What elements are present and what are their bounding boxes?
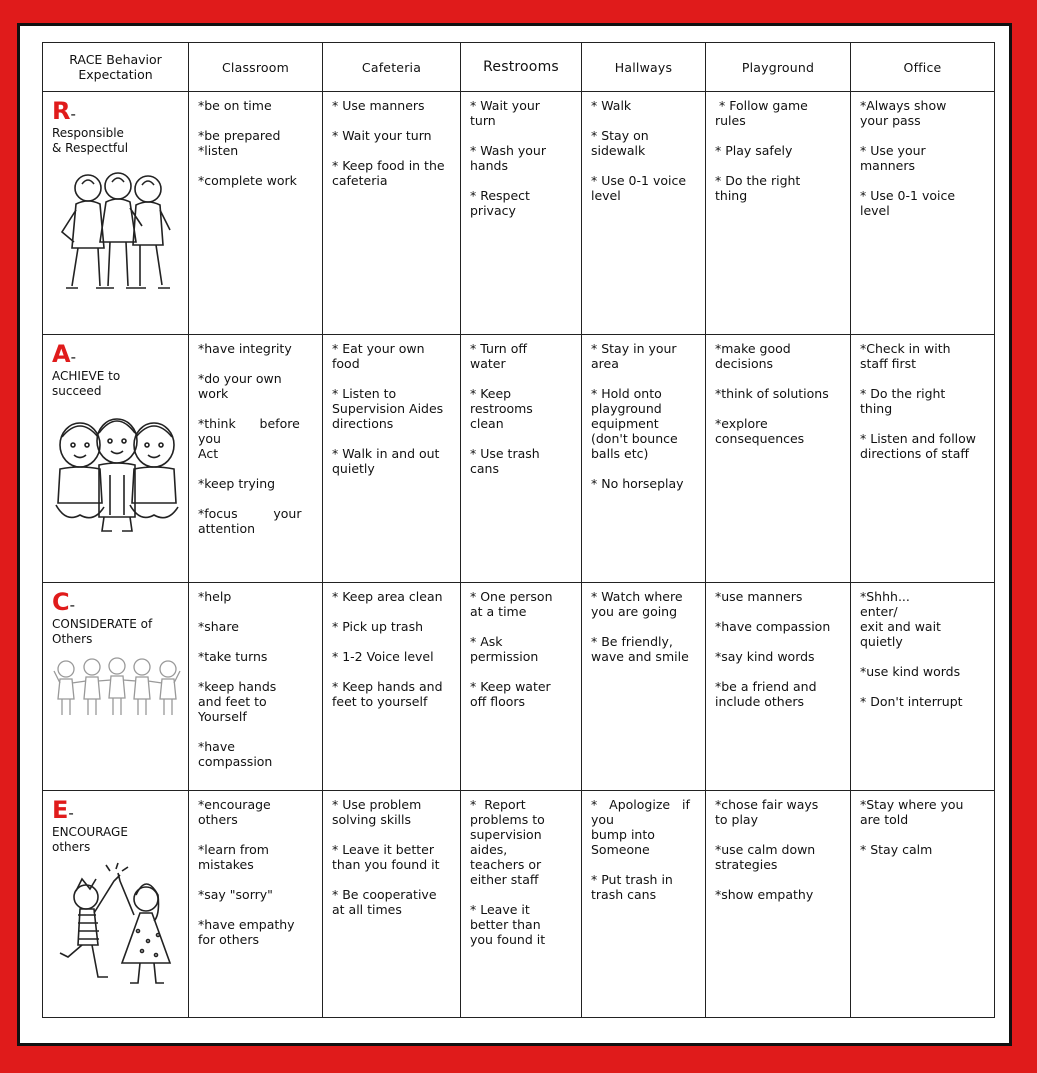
letter-r: R (52, 97, 71, 125)
expectation-item: * Leave it better than you found it (332, 842, 440, 872)
row-label-e: E- ENCOURAGE others (43, 791, 189, 1018)
expectation-item: * Keep hands and feet to yourself (332, 679, 443, 709)
expectation-item: *be prepared *listen (198, 128, 281, 158)
label-description: Responsible & Respectful (52, 126, 129, 155)
expectation-item: *focus your attention (198, 506, 302, 536)
col-office: Office (851, 43, 995, 92)
expectation-item: * No horseplay (591, 476, 684, 491)
expectation-item: * Play safely (715, 143, 793, 158)
expectation-item: * Stay on sidewalk (591, 128, 649, 158)
cell-r-playground (706, 92, 851, 335)
cell-c-cafeteria (323, 583, 461, 791)
expectation-item: *say "sorry" (198, 887, 273, 902)
expectation-item: *say kind words (715, 649, 815, 664)
cell-r-classroom (189, 92, 323, 335)
expectation-item: *show empathy (715, 887, 814, 902)
cell-r-hallways (582, 92, 706, 335)
expectation-item: * Use problem solving skills (332, 797, 422, 827)
expectation-item: * Keep water off floors (470, 679, 551, 709)
expectation-item: * Use your manners (860, 143, 926, 173)
expectation-item: * Be friendly, wave and smile (591, 634, 689, 664)
expectation-item: * Turn off water (470, 341, 527, 371)
three-kids-standing-icon (52, 162, 180, 302)
expectation-item: * Eat your own food (332, 341, 425, 371)
expectation-item: * Do the right thing (860, 386, 946, 416)
expectation-item: * Use manners (332, 98, 425, 113)
expectation-item: *share (198, 619, 239, 634)
cell-e-office (851, 791, 995, 1018)
expectation-item: *keep trying (198, 476, 276, 491)
expectation-item: * Wait your turn (332, 128, 432, 143)
cell-e-restrooms (461, 791, 582, 1018)
expectation-item: *use calm down strategies (715, 842, 816, 872)
expectation-item: * Keep area clean (332, 589, 443, 604)
cell-a-classroom (189, 335, 323, 583)
expectation-item: *Stay where you are told (860, 797, 964, 827)
expectation-item: * Don't interrupt (860, 694, 963, 709)
expectation-item: * Apologize if you bump into Someone (591, 797, 690, 857)
expectation-item: * Use 0-1 voice level (860, 188, 956, 218)
high-five-kids-icon (52, 861, 182, 991)
cell-e-cafeteria (323, 791, 461, 1018)
expectation-item: *do your own work (198, 371, 282, 401)
expectation-item: *help (198, 589, 232, 604)
cell-e-hallways (582, 791, 706, 1018)
cell-c-restrooms (461, 583, 582, 791)
expectation-item: * Hold onto playground equipment (don't bounce balls etc) (591, 386, 678, 461)
expectation-item: * Stay calm (860, 842, 933, 857)
expectation-item: *chose fair ways to play (715, 797, 819, 827)
expectation-item: *make good decisions (715, 341, 791, 371)
cell-a-cafeteria (323, 335, 461, 583)
cell-c-playground (706, 583, 851, 791)
expectation-item: * Put trash in trash cans (591, 872, 673, 902)
label-description: ENCOURAGE others (52, 825, 128, 854)
cell-r-restrooms (461, 92, 582, 335)
poster-frame (17, 23, 1012, 1046)
expectation-item: * Walk in and out quietly (332, 446, 440, 476)
expectation-item: *be a friend and include others (715, 679, 817, 709)
expectation-item: * Report problems to supervision aides, teachers or either staff (470, 797, 545, 887)
expectation-item: * Listen to Supervision Aides directions (332, 386, 444, 431)
expectation-item: *keep hands and feet to Yourself (198, 679, 277, 724)
row-encourage (43, 791, 995, 1018)
row-considerate (43, 583, 995, 791)
expectation-item: * Do the right thing (715, 173, 801, 203)
col-cafeteria: Cafeteria (323, 43, 461, 92)
behavior-matrix (42, 42, 995, 1018)
row-label-a: A- ACHIEVE to succeed (43, 335, 189, 583)
col-hallways: Hallways (582, 43, 706, 92)
cell-a-hallways (582, 335, 706, 583)
expectation-item: *have compassion (715, 619, 831, 634)
col-restrooms: Restrooms (461, 43, 582, 92)
letter-c: C (52, 588, 70, 616)
row-achieve (43, 335, 995, 583)
label-description: ACHIEVE to succeed (52, 369, 121, 398)
expectation-item: * Watch where you are going (591, 589, 683, 619)
expectation-item: *Always show your pass (860, 98, 947, 128)
expectation-item: *Shhh... enter/ exit and wait quietly (860, 589, 941, 649)
col-classroom: Classroom (189, 43, 323, 92)
kids-holding-hands-icon (52, 653, 182, 723)
expectation-item: * Wash your hands (470, 143, 546, 173)
expectation-item: *have empathy for others (198, 917, 295, 947)
expectation-item: *take turns (198, 649, 268, 664)
cell-a-playground (706, 335, 851, 583)
row-label-r: R- Responsible & Respectful (43, 92, 189, 335)
cell-c-hallways (582, 583, 706, 791)
expectation-item: * Be cooperative at all times (332, 887, 437, 917)
row-label-c: C- CONSIDERATE of Others (43, 583, 189, 791)
cell-a-office (851, 335, 995, 583)
expectation-item: *Check in with staff first (860, 341, 951, 371)
cell-r-cafeteria (323, 92, 461, 335)
expectation-item: *think before you Act (198, 416, 300, 461)
expectation-item: * Walk (591, 98, 632, 113)
expectation-item: * Keep food in the cafeteria (332, 158, 445, 188)
cell-r-office (851, 92, 995, 335)
letter-a: A (52, 340, 71, 368)
cell-c-classroom (189, 583, 323, 791)
corner-header: RACE Behavior Expectation (43, 43, 189, 92)
col-playground: Playground (706, 43, 851, 92)
expectation-item: * Keep restrooms clean (470, 386, 533, 431)
expectation-item: * Respect privacy (470, 188, 530, 218)
expectation-item: *use kind words (860, 664, 961, 679)
expectation-item: *explore consequences (715, 416, 805, 446)
expectation-item: * Follow game rules (715, 98, 808, 128)
expectation-item: *learn from mistakes (198, 842, 269, 872)
expectation-item: *be on time (198, 98, 272, 113)
expectation-item: * 1-2 Voice level (332, 649, 434, 664)
expectation-item: *use manners (715, 589, 803, 604)
expectation-item: * Use 0-1 voice level (591, 173, 687, 203)
expectation-item: * Listen and follow directions of staff (860, 431, 977, 461)
row-responsible (43, 92, 995, 335)
expectation-item: * Stay in your area (591, 341, 677, 371)
expectation-item: *encourage others (198, 797, 271, 827)
label-description: CONSIDERATE of Others (52, 617, 153, 646)
header-row (43, 43, 995, 92)
cell-a-restrooms (461, 335, 582, 583)
expectation-item: * Pick up trash (332, 619, 424, 634)
letter-e: E (52, 796, 69, 824)
expectation-item: *have compassion (198, 739, 273, 769)
expectation-item: * Wait your turn (470, 98, 540, 128)
expectation-item: * One person at a time (470, 589, 553, 619)
expectation-item: *have integrity (198, 341, 292, 356)
three-kids-sitting-icon (52, 405, 182, 535)
expectation-item: * Leave it better than you found it (470, 902, 546, 947)
expectation-item: *think of solutions (715, 386, 829, 401)
cell-c-office (851, 583, 995, 791)
expectation-item: * Use trash cans (470, 446, 540, 476)
expectation-item: * Ask permission (470, 634, 539, 664)
cell-e-playground (706, 791, 851, 1018)
cell-e-classroom (189, 791, 323, 1018)
expectation-item: *complete work (198, 173, 297, 188)
